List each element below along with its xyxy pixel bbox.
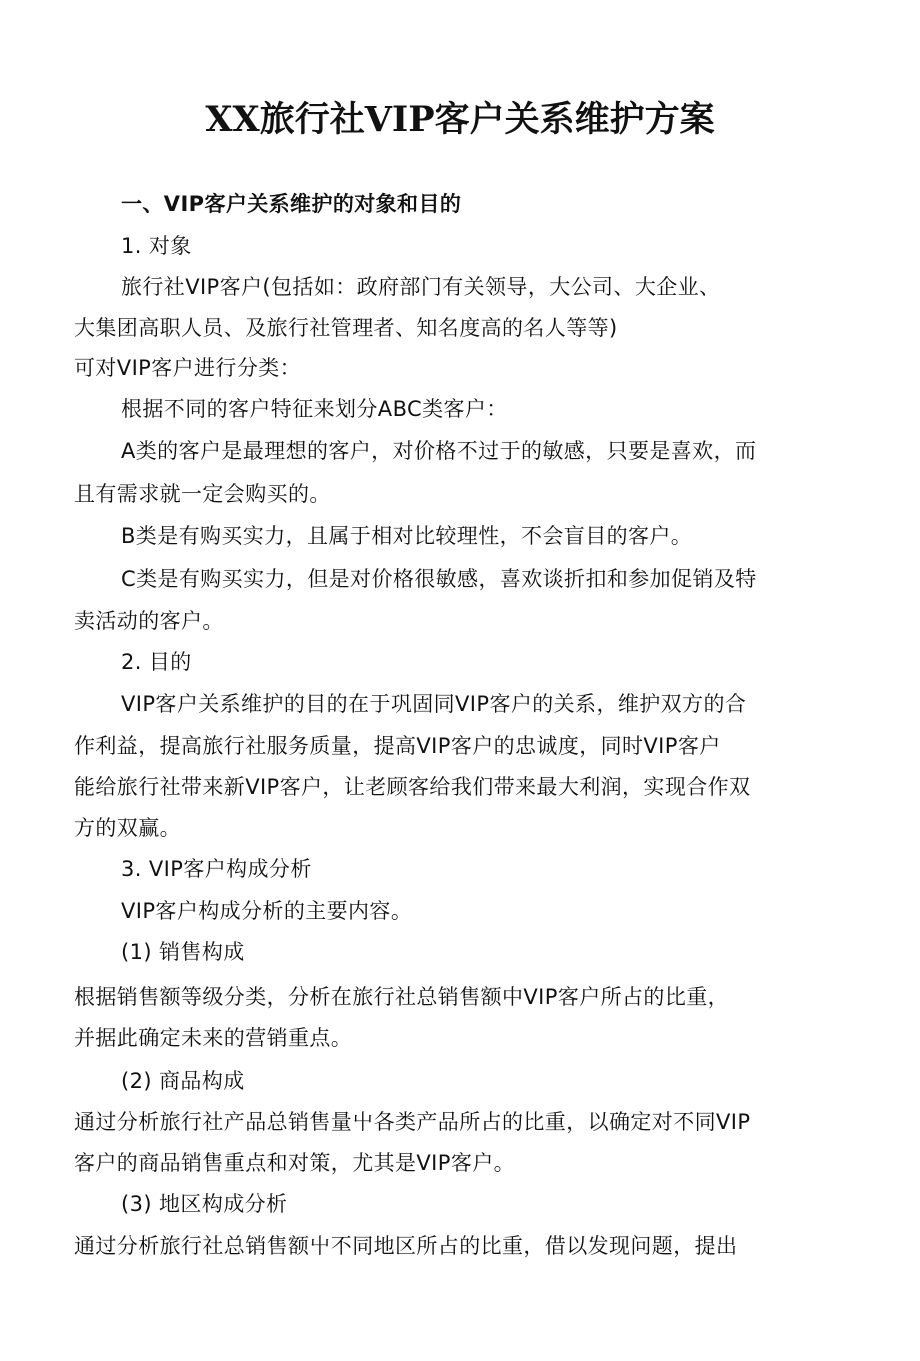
paragraph-line: 大集团高职人员、及旅行社管理者、知名度高的名人等等)	[74, 316, 618, 340]
paragraph-line: 根据销售额等级分类，分析在旅行社总销售额中VIP客户所占的比重，	[74, 985, 730, 1009]
subheading-purpose: 2. 目的	[121, 650, 192, 674]
paragraph-line: 根据不同的客户特征来划分ABC类客户：	[121, 397, 508, 421]
subheading-region: (3) 地区构成分析	[121, 1192, 288, 1216]
paragraph-line: 通过分析旅行社总销售额屮不同地区所占的比重，借以发现问题，提出	[74, 1234, 738, 1258]
subheading-composition: 3. VIP客户构成分析	[121, 857, 312, 881]
paragraph-line: 且有需求就一定会购买的。	[74, 482, 331, 506]
paragraph-line: C类是有购买实力，但是对价格很敏感，喜欢谈折扣和参加促销及特	[121, 567, 757, 591]
subheading-products: (2) 商品构成	[121, 1069, 245, 1093]
paragraph-line: B类是有购买实力，且属于相对比较理性，不会盲目的客户。	[121, 524, 693, 548]
paragraph-line: 通过分析旅行社产品总销售量屮各类产品所占的比重，以确定对不同VIP	[74, 1110, 751, 1134]
paragraph-line: VIP客户关系维护的目的在于巩固同VIP客户的关系，维护双方的合	[121, 692, 747, 716]
paragraph-line: A类的客户是最理想的客户，对价格不过于的敏感，只要是喜欢，而	[121, 439, 757, 463]
paragraph-line: 可对VIP客户进行分类：	[74, 356, 302, 380]
paragraph-line: 并据此确定未来的营销重点。	[74, 1026, 353, 1050]
subheading-object: 1. 对象	[121, 234, 192, 258]
document-title: XX旅行社VIP客户关系维护方案	[205, 99, 715, 140]
paragraph-line: 能给旅行社带来新VIP客户，让老顾客给我们带来最大利润，实现合作双	[74, 775, 751, 799]
paragraph-line: 方的双赢。	[74, 816, 181, 840]
section-heading-1: 一、VIP客户关系维护的对象和目的	[121, 192, 462, 216]
paragraph-line: 旅行社VIP客户(包括如：政府部门有关领导，大公司、大企业、	[121, 275, 721, 299]
paragraph-line: 客户的商品销售重点和对策，尤其是VIP客户。	[74, 1151, 516, 1175]
paragraph-line: VIP客户构成分析的主要内容。	[121, 899, 413, 923]
paragraph-line: 卖活动的客户。	[74, 609, 224, 633]
paragraph-line: 作利益，提高旅行社服务质量，提高VIP客户的忠诚度，同时VIP客户	[74, 734, 721, 758]
subheading-sales: (1) 销售构成	[121, 940, 245, 964]
